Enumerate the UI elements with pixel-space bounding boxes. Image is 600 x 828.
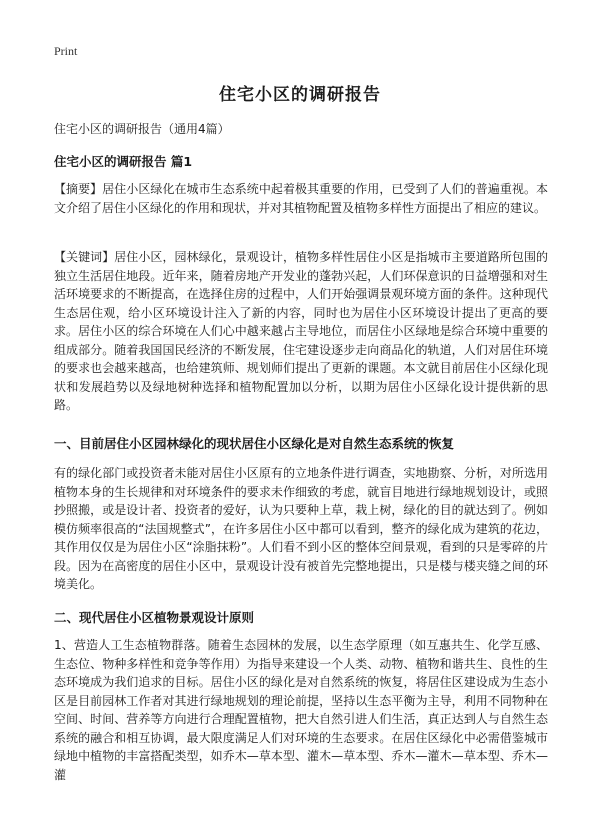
page-title: 住宅小区的调研报告	[219, 85, 381, 105]
section-1-heading: 一、目前居住小区园林绿化的现状居住小区绿化是对自然生态系统的恢复	[54, 436, 455, 451]
article-heading: 住宅小区的调研报告 篇1	[54, 154, 193, 169]
abstract-paragraph: 【摘要】居住小区绿化在城市生态系统中起着极其重要的作用，已受到了人们的普遍重视。本文介绍了居住小区绿化的作用和现状，并对其植物配置及植物多样性方面提出了相应的建议。	[54, 182, 548, 215]
print-label: Print	[54, 44, 78, 58]
keywords-paragraph: 【关键词】居住小区，园林绿化，景观设计，植物多样性居住小区是指城市主要道路所包围的独立生活居住地段。近年来，随着房地产开发业的蓬勃兴起，人们环保意识的日益增强和对生活环境要求的不断提高，在选择住房的过程中，人们开始强调景观环境方面的条件。这种现代生态居住观，给小区环境设计注入了新的内容，同时也为居住小区环境设计提出了更高的要求。居住小区的综合环境在人们心中越来越占主导地位，而居住小区绿地是综合环境中重要的组成部分。随着我国国民经济的不断发展，住宅建设逐步走向商品化的轨道，人们对居住环境的要求也会越来越高，也给建筑师、规划师们提出了更新的课题。本文就目前居住小区绿化现状和发展趋势以及绿地树种选择和植物配置加以分析，以期为居住小区绿化设计提供新的思路。	[54, 250, 548, 412]
page-bottom-edge	[0, 812, 600, 828]
section-1-paragraph: 有的绿化部门或投资者未能对居住小区原有的立地条件进行调查，实地勘察、分析，对所选用植物本身的生长规律和对环境条件的要求未作细致的考虑，就盲目地进行绿地规划设计，或照抄照搬，或是设计者、投资者的爱好，认为只要种上草，栽上树，绿化的目的就达到了。例如模仿频率很高的“法国规整式”，在许多居住小区中都可以看到，整齐的绿化成为建筑的花边，其作用仅仅是为居住小区“涂脂抹粉”。人们看不到小区的整体空间景观，看到的只是零碎的片段。因为在高密度的居住小区中，景观设计没有被首先完整地提出，只是楼与楼夹缝之间的环境美化。	[54, 466, 548, 591]
document-subtitle: 住宅小区的调研报告（通用4篇）	[54, 122, 230, 136]
section-2-heading: 二、现代居住小区植物景观设计原则	[54, 610, 255, 625]
section-2-paragraph: 1、营造人工生态植物群落。随着生态园林的发展，以生态学原理（如互惠共生、化学互感、生态位、物种多样性和竞争等作用）为指导来建设一个人类、动物、植物和谐共生、良性的生态环境成为我们追求的目标。居住小区的绿化是对自然系统的恢复，将居住区建设成为生态小区是目前园林工作者对其进行绿地规划的理论前提，坚持以生态平衡为主导，利用不同物种在空间、时间、营养等方向进行合理配置植物，把大自然引进人们生活，真正达到人与自然生态系统的融合和相互协调，最大限度满足人们对环境的生态要求。在居住区绿化中必需借鉴城市绿地中植物的丰富搭配类型，如乔木—草本型、灌木—草本型、乔木—灌木—草本型、乔木—灌	[54, 638, 548, 782]
